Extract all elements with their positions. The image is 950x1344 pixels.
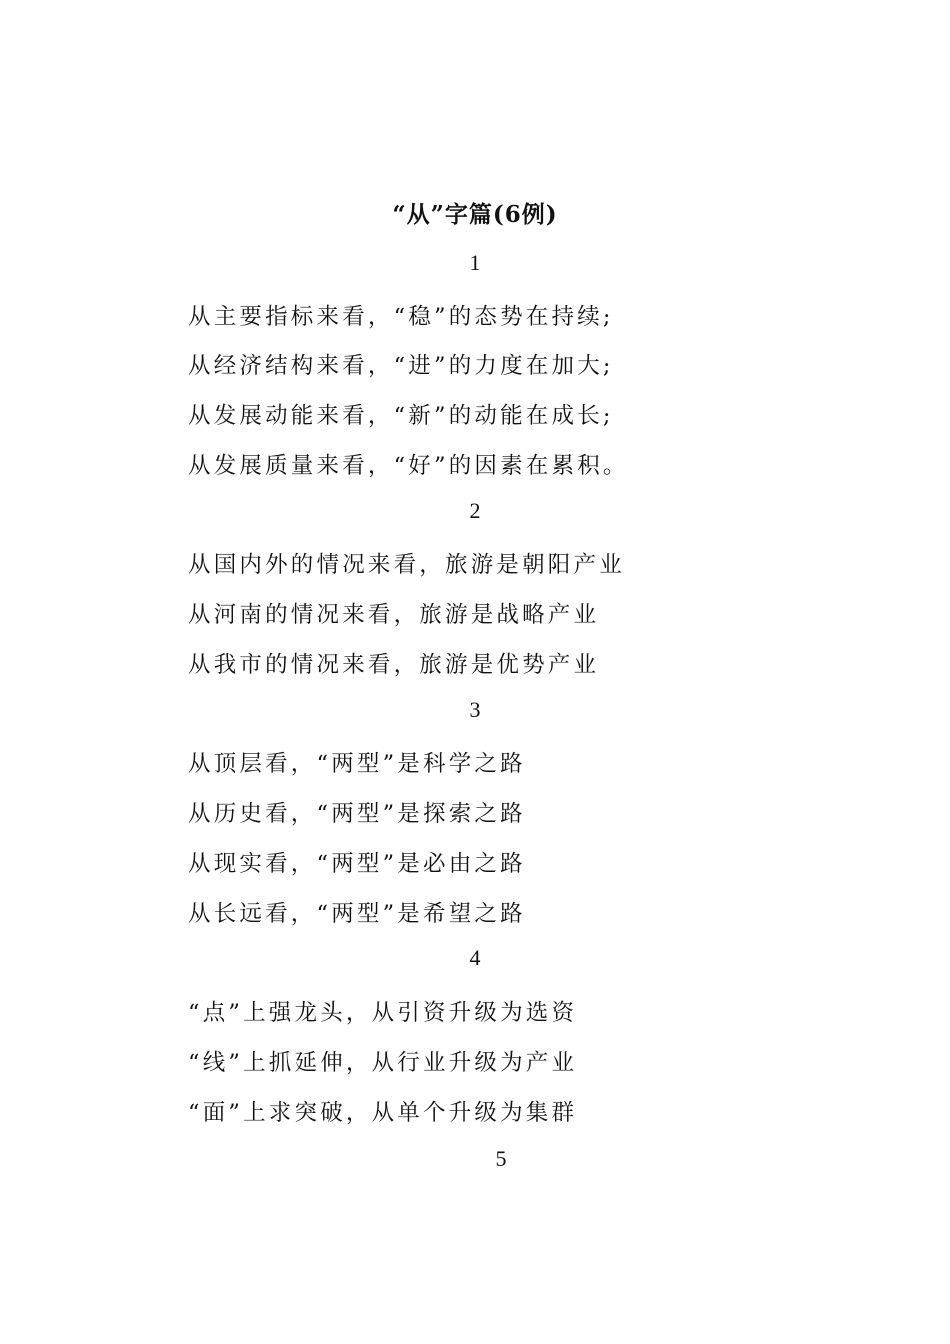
text-line: “点”上强龙头，从引资升级为选资: [188, 1000, 578, 1026]
text-line: “线”上抓延伸，从行业升级为产业: [188, 1050, 578, 1076]
text-line: 从发展动能来看，“新”的动能在成长;: [188, 403, 614, 429]
section-number: 2: [469, 498, 481, 523]
text-line: 从主要指标来看，“稳”的态势在持续;: [188, 304, 614, 330]
text-line: 从河南的情况来看，旅游是战略产业: [188, 602, 600, 628]
page-title: “从”字篇(6例): [392, 201, 558, 228]
text-line: 从现实看，“两型”是必由之路: [188, 851, 526, 877]
text-line: 从历史看，“两型”是探索之路: [188, 801, 526, 827]
text-line: “面”上求突破，从单个升级为集群: [188, 1100, 578, 1126]
text-line: 从发展质量来看，“好”的因素在累积。: [188, 453, 629, 479]
section-number: 3: [469, 697, 481, 722]
text-line: 从我市的情况来看，旅游是优势产业: [188, 652, 600, 678]
text-line: 从经济结构来看，“进”的力度在加大;: [188, 353, 614, 379]
text-line: 从长远看，“两型”是希望之路: [188, 901, 526, 927]
text-line: 从国内外的情况来看，旅游是朝阳产业: [188, 552, 625, 578]
section-number: 4: [469, 945, 481, 970]
text-line: 从顶层看，“两型”是科学之路: [188, 751, 526, 777]
section-number: 1: [469, 250, 481, 275]
section-number: 5: [495, 1146, 507, 1171]
